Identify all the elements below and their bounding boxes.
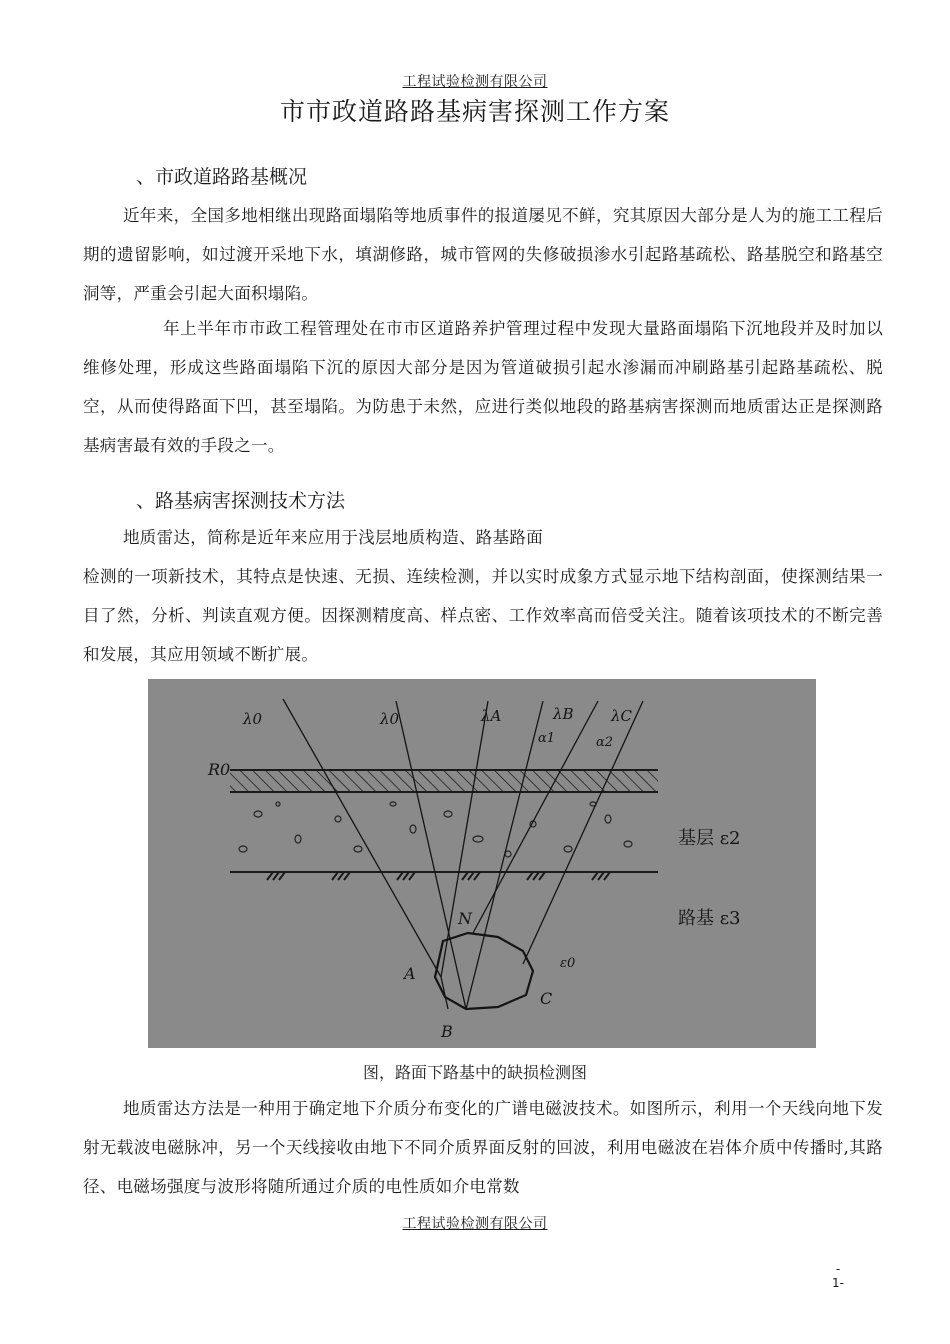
- gpr-defect-diagram: [148, 679, 816, 1048]
- page-number: [832, 1262, 844, 1290]
- section-2-paragraph-1: 地质雷达，简称是近年来应用于浅层地质构造、路基路面: [123, 528, 543, 547]
- label-lambdaB: λB: [553, 705, 574, 723]
- footer-company-name: 工程试验检测有限公司: [402, 1216, 548, 1232]
- label-N: N: [458, 909, 472, 928]
- label-lambdaA: λA: [481, 707, 502, 725]
- figure-caption: 图，路面下路基中的缺损检测图: [362, 1063, 587, 1082]
- section-heading-2: 、路基病害探测技术方法: [136, 490, 346, 512]
- label-alpha2: α2: [596, 735, 614, 750]
- section-heading-1: 、市政道路路基概况: [136, 166, 308, 188]
- section-1-paragraph-1: 近年来，全国多地相继出现路面塌陷等地质事件的报道屡见不鲜，究其原因大部分是人为的施工工程后期的遗留影响，如过渡开采地下水，填湖修路，城市管网的失修破损渗水引起路基疏松、路基脱空和路基空洞等，严重会引起大面积塌陷。: [83, 206, 883, 303]
- diagram-svg: [148, 679, 816, 1048]
- label-A: A: [404, 964, 416, 983]
- label-lambda0-right: λ0: [380, 710, 400, 728]
- header-company-name: 工程试验检测有限公司: [402, 74, 548, 90]
- page-number-prefix: -: [835, 1262, 841, 1276]
- label-B: B: [441, 1022, 453, 1041]
- document-title: 市市政道路路基病害探测工作方案: [279, 97, 670, 126]
- page-number-value: 1-: [832, 1276, 844, 1290]
- label-subgrade: 路基 ε3: [678, 908, 741, 929]
- section-2-paragraph-2: 检测的一项新技术，其特点是快速、无损、连续检测，并以实时成象方式显示地下结构剖面，使探测结果一目了然，分析、判读直观方便。因探测精度高、样点密、工作效率高而倍受关注。随着该项技术的不断完善和发展，其应用领域不断扩展。: [83, 567, 883, 664]
- label-lambda0-left: λ0: [243, 710, 263, 728]
- label-epsilon0: ε0: [560, 956, 576, 971]
- post-figure-paragraph: 地质雷达方法是一种用于确定地下介质分布变化的广谱电磁波技术。如图所示，利用一个天线向地下发射无载波电磁脉冲，另一个天线接收由地下不同介质界面反射的回波，利用电磁波在岩体介质中传播时,其路径、电磁场强度与波形将随所通过介质的电性质如介电常数: [83, 1099, 883, 1196]
- section-1-paragraph-2: 年上半年市市政工程管理处在市市区道路养护管理过程中发现大量路面塌陷下沉地段并及时加以维修处理，形成这些路面塌陷下沉的原因大部分是因为管道破损引起水渗漏而冲刷路基引起路基疏松、脱空，从而使得路面下凹，甚至塌陷。为防患于未然，应进行类似地段的路基病害探测而地质雷达正是探测路基病害最有效的手段之一。: [83, 319, 883, 455]
- label-R0: R0: [208, 760, 231, 779]
- label-alpha1: α1: [538, 731, 556, 746]
- label-base-layer: 基层 ε2: [678, 828, 741, 849]
- label-C: C: [540, 989, 553, 1008]
- label-lambdaC: λC: [611, 707, 632, 725]
- road-surface-layer: [230, 770, 658, 792]
